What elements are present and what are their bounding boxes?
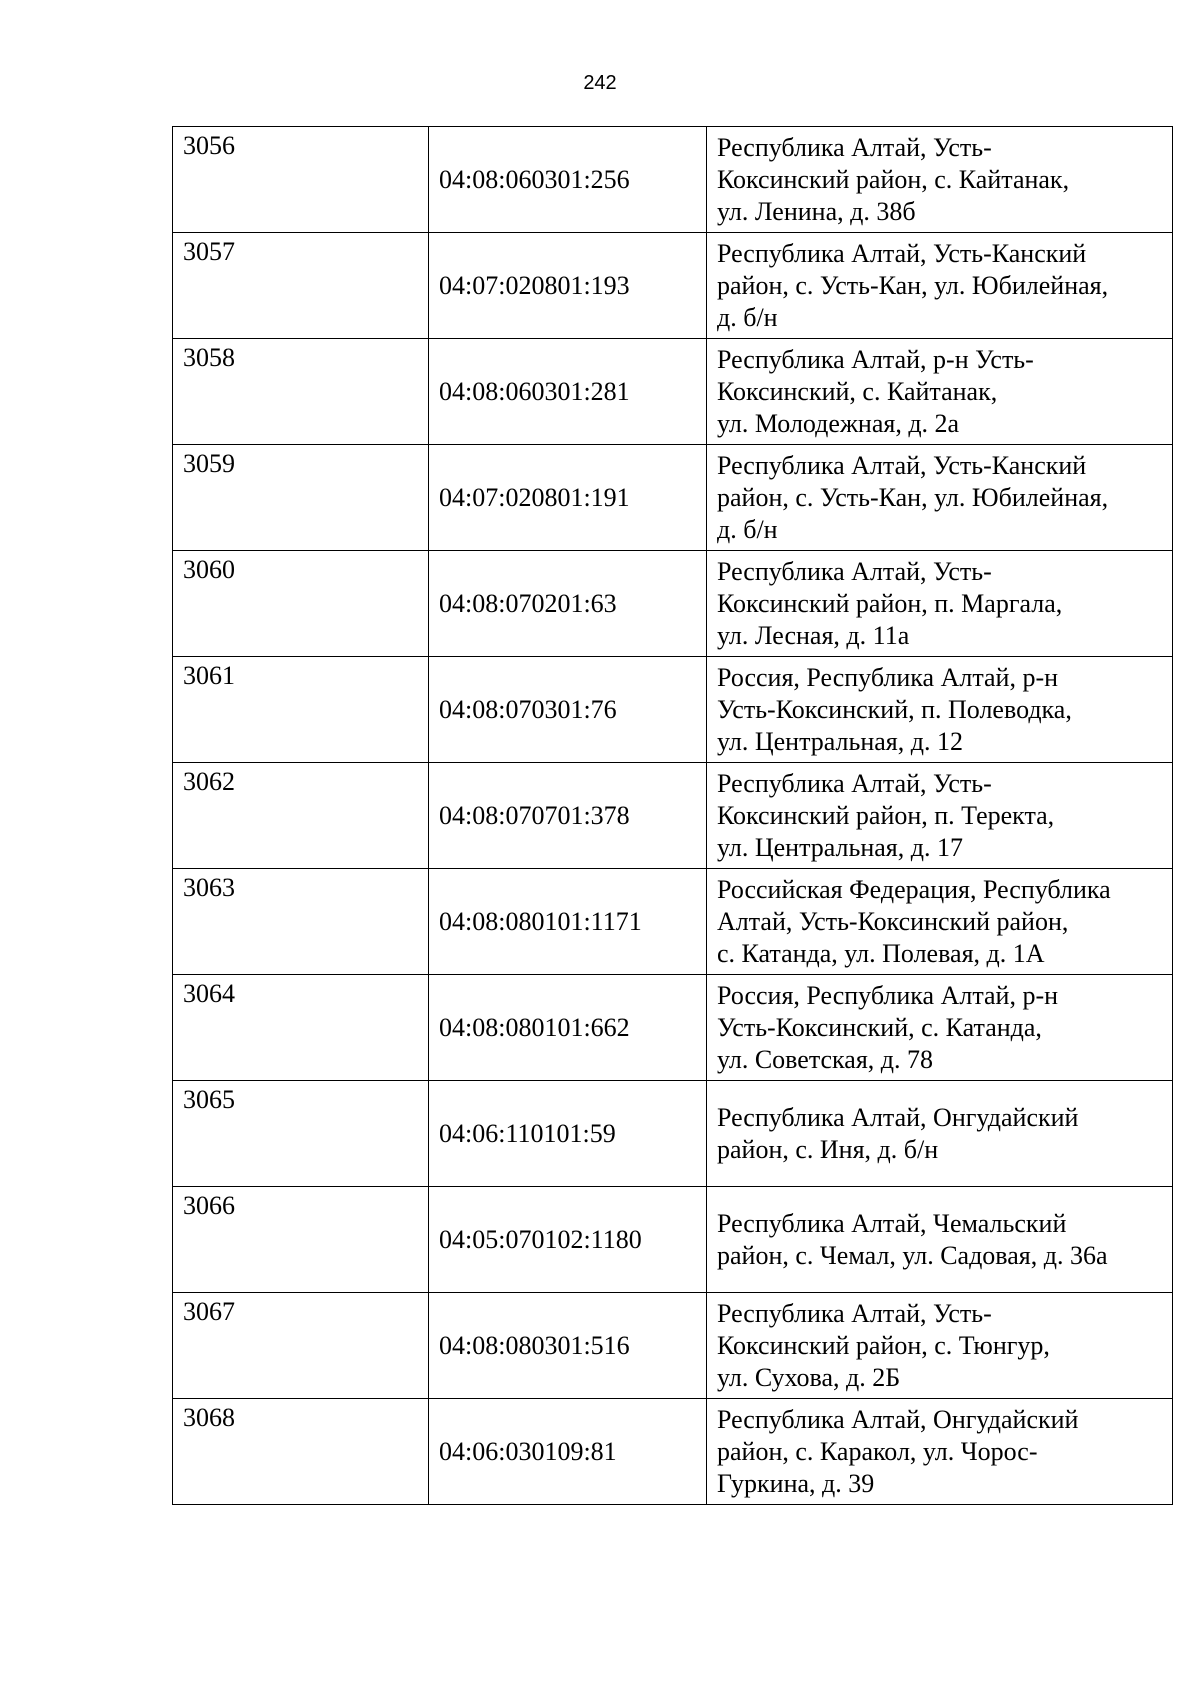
record-number: 3063 [173, 869, 429, 975]
cadastral-number: 04:07:020801:193 [429, 233, 707, 339]
table-row [173, 233, 1173, 339]
cadastral-number: 04:08:070301:76 [429, 657, 707, 763]
address-line: Коксинский район, с. Тюнгур, [717, 1330, 1050, 1360]
address-line: Алтай, Усть-Коксинский район, [717, 906, 1069, 936]
address-cell [707, 1399, 1173, 1505]
table-row [173, 445, 1173, 551]
address-line: Коксинский район, с. Кайтанак, [717, 164, 1070, 194]
record-number: 3059 [173, 445, 429, 551]
cadastral-number: 04:08:070701:378 [429, 763, 707, 869]
cadastral-number: 04:08:070201:63 [429, 551, 707, 657]
record-number: 3061 [173, 657, 429, 763]
record-number: 3067 [173, 1293, 429, 1399]
address-line: Российская Федерация, Республика [717, 874, 1111, 904]
cadastral-number: 04:05:070102:1180 [429, 1187, 707, 1293]
address-line: с. Катанда, ул. Полевая, д. 1А [717, 938, 1045, 968]
record-number: 3064 [173, 975, 429, 1081]
table-row [173, 975, 1173, 1081]
address-cell [707, 551, 1173, 657]
cadastral-number: 04:08:080101:1171 [429, 869, 707, 975]
address-line: ул. Лесная, д. 11а [717, 620, 910, 650]
record-number: 3056 [173, 127, 429, 233]
record-number: 3058 [173, 339, 429, 445]
address-cell [707, 1293, 1173, 1399]
records-table-body [173, 127, 1173, 1505]
address-line: Россия, Республика Алтай, р-н [717, 662, 1059, 692]
address-line: Коксинский район, п. Маргала, [717, 588, 1063, 618]
record-number: 3065 [173, 1081, 429, 1187]
record-number: 3062 [173, 763, 429, 869]
address-line: Республика Алтай, Усть-Канский [717, 450, 1087, 480]
address-line: Усть-Коксинский, п. Полеводка, [717, 694, 1072, 724]
address-cell [707, 339, 1173, 445]
address-line: ул. Ленина, д. 38б [717, 196, 916, 226]
address-cell [707, 657, 1173, 763]
table-row [173, 551, 1173, 657]
address-line: район, с. Чемал, ул. Садовая, д. 36а [717, 1240, 1108, 1270]
address-line: Республика Алтай, Усть-Канский [717, 238, 1087, 268]
address-line: Республика Алтай, Усть- [717, 1298, 992, 1328]
table-row [173, 1081, 1173, 1187]
address-cell [707, 975, 1173, 1081]
address-cell [707, 1187, 1173, 1293]
address-line: д. б/н [717, 514, 778, 544]
address-cell [707, 445, 1173, 551]
table-row [173, 1187, 1173, 1293]
address-cell [707, 1081, 1173, 1187]
table-row [173, 1399, 1173, 1505]
address-line: ул. Молодежная, д. 2а [717, 408, 960, 438]
table-row [173, 763, 1173, 869]
address-line: Коксинский, с. Кайтанак, [717, 376, 998, 406]
address-line: Гуркина, д. 39 [717, 1468, 875, 1498]
address-line: район, с. Иня, д. б/н [717, 1134, 939, 1164]
address-line: Республика Алтай, Чемальский [717, 1208, 1067, 1238]
record-number: 3066 [173, 1187, 429, 1293]
address-line: район, с. Каракол, ул. Чорос- [717, 1436, 1038, 1466]
address-cell [707, 763, 1173, 869]
address-line: ул. Советская, д. 78 [717, 1044, 934, 1074]
table-row [173, 869, 1173, 975]
address-line: район, с. Усть-Кан, ул. Юбилейная, [717, 270, 1109, 300]
address-line: Республика Алтай, Онгудайский [717, 1102, 1079, 1132]
record-number: 3060 [173, 551, 429, 657]
address-line: Республика Алтай, Усть- [717, 132, 992, 162]
address-line: район, с. Усть-Кан, ул. Юбилейная, [717, 482, 1109, 512]
address-line: Республика Алтай, Усть- [717, 768, 992, 798]
cadastral-number: 04:08:080301:516 [429, 1293, 707, 1399]
record-number: 3068 [173, 1399, 429, 1505]
records-table [172, 126, 1173, 1505]
cadastral-number: 04:08:060301:256 [429, 127, 707, 233]
address-line: Республика Алтай, р-н Усть- [717, 344, 1034, 374]
address-line: Коксинский район, п. Теректа, [717, 800, 1055, 830]
record-number: 3057 [173, 233, 429, 339]
cadastral-number: 04:06:110101:59 [429, 1081, 707, 1187]
table-row [173, 657, 1173, 763]
cadastral-number: 04:08:080101:662 [429, 975, 707, 1081]
page-number: 242 [583, 72, 617, 94]
address-line: Республика Алтай, Усть- [717, 556, 992, 586]
address-cell [707, 127, 1173, 233]
cadastral-number: 04:06:030109:81 [429, 1399, 707, 1505]
address-line: д. б/н [717, 302, 778, 332]
address-line: Республика Алтай, Онгудайский [717, 1404, 1079, 1434]
address-cell [707, 233, 1173, 339]
address-line: Усть-Коксинский, с. Катанда, [717, 1012, 1042, 1042]
address-cell [707, 869, 1173, 975]
address-line: ул. Центральная, д. 17 [717, 832, 963, 862]
table-row [173, 1293, 1173, 1399]
address-line: ул. Сухова, д. 2Б [717, 1362, 901, 1392]
table-row [173, 339, 1173, 445]
address-line: Россия, Республика Алтай, р-н [717, 980, 1059, 1010]
address-line: ул. Центральная, д. 12 [717, 726, 963, 756]
table-row [173, 127, 1173, 233]
cadastral-number: 04:07:020801:191 [429, 445, 707, 551]
cadastral-number: 04:08:060301:281 [429, 339, 707, 445]
